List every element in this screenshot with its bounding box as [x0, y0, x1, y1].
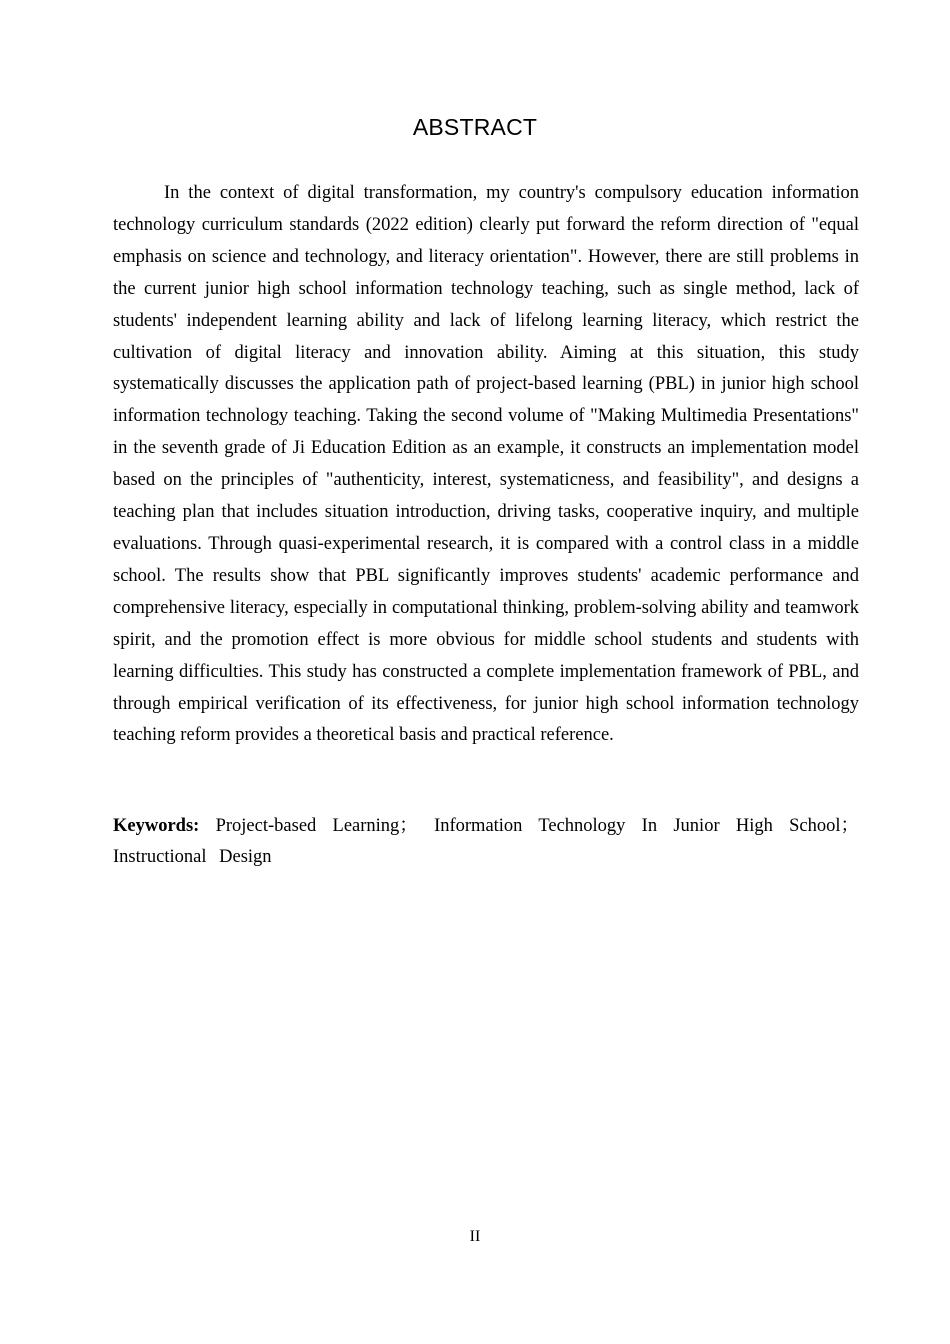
page-number: II	[469, 1228, 481, 1245]
abstract-heading: ABSTRACT	[412, 114, 538, 140]
keywords-label: Keywords:	[113, 816, 200, 836]
keywords-value: Project-based Learning； Information Technology In Junior High School； Instructional Design	[113, 816, 860, 867]
keywords-line	[113, 811, 859, 873]
abstract-paragraph: In the context of digital transformation, my country's compulsory education information technology curriculum standards (2022 edition) clearly put forward the reform direction of "equal emphasis on science and technology, and literacy orientation". However, there are still problems in the current junior high school information technology teaching, such as single method, lack of students' independent learning ability and lack of lifelong learning literacy, which restrict the cultivation of digital literacy and innovation ability. Aiming at this situation, this study systematically discusses the application path of project-based learning (PBL) in junior high school information technology teaching. Taking the second volume of "Making Multimedia Presentations" in the seventh grade of Ji Education Edition as an example, it constructs an implementation model based on the principles of "authenticity, interest, systematicness, and feasibility", and designs a teaching plan that includes situation introduction, driving tasks, cooperative inquiry, and multiple evaluations. Through quasi-experimental research, it is compared with a control class in a middle school. The results show that PBL significantly improves students' academic performance and comprehensive literacy, especially in computational thinking, problem-solving ability and teamwork spirit, and the promotion effect is more obvious for middle school students and students with learning difficulties. This study has constructed a complete implementation framework of PBL, and through empirical verification of its effectiveness, for junior high school information technology teaching reform provides a theoretical basis and practical reference.	[113, 183, 859, 746]
